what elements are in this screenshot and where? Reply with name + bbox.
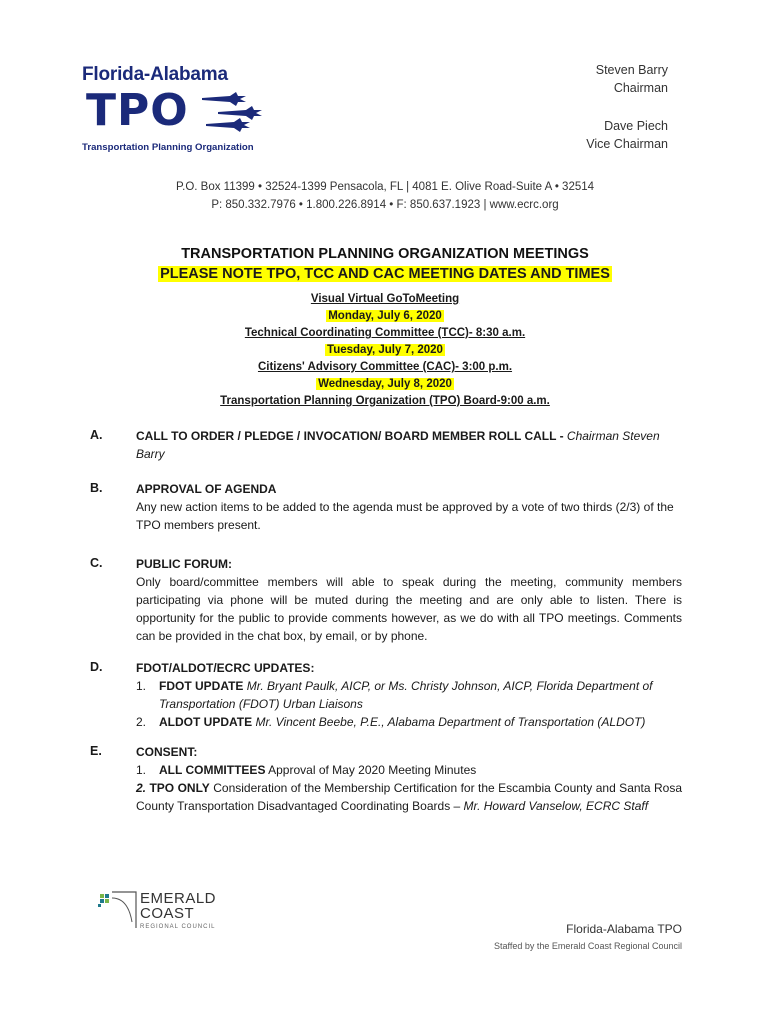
officer-name: Dave Piech [604,119,668,133]
item-number: 2. [136,781,147,795]
meeting-venue: Visual Virtual GoToMeeting [310,293,460,305]
tpo-logo [82,64,282,156]
section-a [136,427,682,463]
officer-title: Chairman [613,81,668,95]
footer-org: Florida-Alabama TPO [566,922,682,936]
list-item [136,779,682,815]
section-text: Any new action items to be added to the agenda must be approved by a vote of two thirds (2/3) of the TPO members present. [136,500,674,532]
officer-vice-chairman [586,117,668,153]
ecrc-logo [98,888,228,934]
section-letter-b: B. [90,481,103,495]
section-e [136,743,682,815]
notice-heading [0,266,770,282]
day-monday: Monday, July 6, 2020 [328,310,442,322]
item-detail: Mr. Bryant Paulk, AICP, or Ms. Christy Johnson, AICP, Florida Department of Transportation (FDOT) Urban Liaisons [159,679,653,711]
ecrc-line3: REGIONAL COUNCIL [140,924,216,930]
section-text: Only board/committee members will able to speak during the meeting, community members participating via phone will be muted during the meeting and are only able to listen. There is opportunity for the public to provide comments however, as we do with all TPO meetings. Comments can be provided in the chat box, by email, or by phone. [136,575,682,643]
jets-icon [200,90,280,134]
item-label: ALDOT UPDATE [159,715,253,729]
notice-text: PLEASE NOTE TPO, TCC AND CAC MEETING DATES AND TIMES [160,266,610,282]
item-label: FDOT UPDATE [159,679,244,693]
item-label: TPO ONLY [149,781,210,795]
logo-tagline: Transportation Planning Organization [82,142,254,153]
officer-chairman [596,61,668,97]
officer-name: Steven Barry [595,63,668,77]
list-item [136,677,682,713]
section-title: PUBLIC FORUM: [136,557,232,571]
contact-phone-web: P: 850.332.7976 • 1.800.226.8914 • F: 850.637.1923 | www.ecrc.org [211,199,559,211]
day-wednesday: Wednesday, July 8, 2020 [318,378,452,390]
section-presenter: Chairman Steven Barry [136,429,660,461]
item-text: Consideration of the Membership Certification for the Escambia County and Santa Rosa County Transportation Disadvantaged Coordinating Boards – [136,781,682,813]
section-letter-a: A. [90,428,103,442]
item-number: 2. [136,715,147,729]
officer-title: Vice Chairman [586,137,668,151]
ecrc-line2: COAST [140,905,195,922]
section-d [136,659,682,731]
item-number: 1. [136,763,147,777]
section-title: CALL TO ORDER / PLEDGE / INVOCATION/ BOARD MEMBER ROLL CALL - [136,429,567,443]
ecrc-logo-mark-icon [98,888,228,934]
section-b [136,480,682,534]
item-text: Approval of May 2020 Meeting Minutes [265,763,477,777]
section-letter-c: C. [90,556,103,570]
meeting-day [0,309,770,324]
section-c [136,555,682,645]
section-letter-d: D. [90,660,103,674]
meeting-cac: Citizens' Advisory Committee (CAC)- 3:00 p.m. [257,361,513,373]
section-title: APPROVAL OF AGENDA [136,482,277,496]
ecrc-line1: EMERALD [140,890,217,907]
logo-tpo-mark: TPO [86,85,189,136]
list-item [136,761,682,779]
meeting-tcc: Technical Coordinating Committee (TCC)- 8:30 a.m. [244,327,526,339]
section-title: CONSENT: [136,745,198,759]
list-item [136,713,682,731]
logo-org-name: Florida-Alabama [82,64,228,85]
meeting-day [0,377,770,392]
section-letter-e: E. [90,744,102,758]
meeting-tpo: Transportation Planning Organization (TPO) Board-9:00 a.m. [220,395,550,407]
item-number: 1. [136,679,147,693]
item-presenter: Mr. Howard Vanselow, ECRC Staff [463,799,649,813]
section-title: FDOT/ALDOT/ECRC UPDATES: [136,661,315,675]
footer-staffed-by: Staffed by the Emerald Coast Regional Council [494,941,682,951]
item-label: ALL COMMITTEES [159,763,266,777]
contact-address: P.O. Box 11399 • 32524-1399 Pensacola, FL | 4081 E. Olive Road-Suite A • 32514 [175,181,595,193]
meeting-day [0,343,770,358]
item-detail: Mr. Vincent Beebe, P.E., Alabama Department of Transportation (ALDOT) [252,715,646,729]
page-title: TRANSPORTATION PLANNING ORGANIZATION MEETINGS [181,246,589,262]
day-tuesday: Tuesday, July 7, 2020 [327,344,443,356]
